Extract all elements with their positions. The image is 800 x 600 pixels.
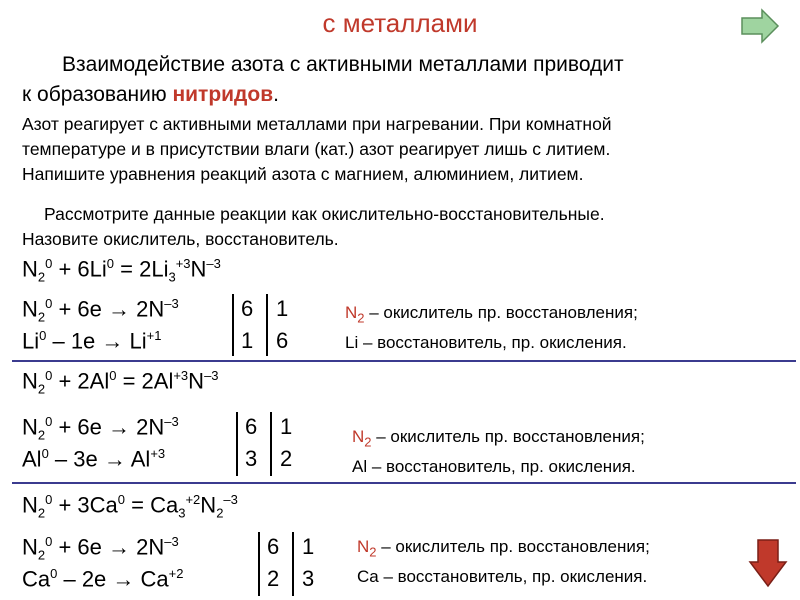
symbol: N: [22, 534, 38, 560]
term: = 2Li: [114, 256, 169, 282]
arrow-right-icon[interactable]: [740, 8, 780, 44]
arrow-down-icon[interactable]: [748, 538, 788, 588]
separator: [12, 482, 796, 484]
superscript: –3: [164, 534, 179, 549]
task: [22, 202, 605, 252]
coef: 6: [276, 328, 289, 353]
term: + 2Al: [52, 368, 110, 394]
reaction-1-half-2: [22, 328, 161, 354]
superscript: –3: [206, 256, 221, 271]
divider-line: [266, 294, 268, 356]
divider-line: [236, 412, 238, 476]
term: + 6e → 2N: [52, 534, 165, 560]
subscript: 2: [37, 547, 46, 563]
note-text: – окислитель пр. восстановления;: [376, 537, 650, 556]
term: + 3Ca: [52, 492, 118, 518]
paragraph: [22, 112, 612, 187]
reaction-1-main: [22, 256, 221, 285]
note-subscript: 2: [369, 544, 377, 560]
subscript: 2: [37, 505, 46, 521]
intro-prefix: к образованию: [22, 83, 173, 106]
superscript: 0: [45, 368, 53, 383]
superscript: 0: [50, 566, 58, 581]
symbol: Li: [22, 328, 40, 354]
superscript: –3: [164, 414, 179, 429]
symbol: Ca: [22, 566, 51, 592]
subscript: 2: [37, 427, 46, 443]
subscript: 3: [168, 269, 176, 285]
subscript: 2: [216, 505, 224, 521]
superscript: +1: [146, 328, 162, 343]
divider-line: [258, 532, 260, 596]
superscript: +3: [150, 446, 166, 461]
reaction-1-half-1: [22, 296, 179, 325]
reaction-2-notes: [352, 424, 645, 479]
superscript: 0: [109, 368, 117, 383]
note-text: – окислитель пр. восстановления;: [364, 303, 638, 322]
divider-line: [292, 532, 294, 596]
superscript: 0: [45, 492, 53, 507]
note-symbol: N: [357, 537, 370, 556]
superscript: 0: [45, 534, 53, 549]
symbol: N: [200, 492, 217, 518]
oxidizer-note: [345, 300, 638, 330]
superscript: +3: [175, 256, 191, 271]
intro: [22, 50, 624, 110]
coef: 1: [241, 328, 254, 353]
superscript: 0: [41, 446, 49, 461]
superscript: 0: [39, 328, 47, 343]
superscript: +2: [185, 492, 201, 507]
reducer-note: Al – восстановитель, пр. окисления.: [352, 457, 636, 477]
paragraph-line: температуре и в присутствии влаги (кат.) азот реагирует лишь с литием.: [22, 139, 611, 159]
superscript: +3: [173, 368, 189, 383]
reaction-3-half-2: [22, 566, 183, 592]
task-line: Назовите окислитель, восстановитель.: [22, 229, 339, 249]
oxidizer-note: [357, 534, 650, 564]
symbol: N: [22, 368, 38, 394]
reducer-note: Li – восстановитель, пр. окисления.: [345, 333, 627, 353]
note-symbol: N: [352, 427, 365, 446]
superscript: 0: [117, 492, 126, 507]
coef: 2: [267, 566, 280, 591]
term: + 6e → 2N: [52, 414, 165, 440]
reaction-3-notes: [357, 534, 650, 589]
symbol: N: [22, 492, 38, 518]
coef: 3: [302, 566, 315, 591]
intro-suffix: .: [273, 83, 279, 106]
reaction-3-main: [22, 492, 238, 521]
task-line: Рассмотрите данные реакции как окислительно-восстановительные.: [44, 204, 605, 224]
subscript: 3: [178, 505, 186, 521]
symbol: Al: [22, 446, 42, 472]
coef: 2: [280, 446, 293, 471]
note-subscript: 2: [364, 434, 372, 450]
superscript: 0: [45, 414, 53, 429]
reaction-2-main: [22, 368, 219, 397]
reducer-note: Ca – восстановитель, пр. окисления.: [357, 567, 648, 587]
term: – 3e → Al: [48, 446, 151, 472]
subscript: 2: [37, 381, 46, 397]
note-symbol: N: [345, 303, 358, 322]
separator: [12, 360, 796, 362]
superscript: 0: [106, 256, 115, 271]
coef: 1: [302, 534, 315, 559]
coef: 6: [267, 534, 280, 559]
superscript: 0: [45, 296, 53, 311]
superscript: –3: [204, 368, 219, 383]
nitrides-highlight: нитридов: [172, 83, 274, 106]
subscript: 2: [37, 269, 46, 285]
term: + 6Li: [52, 256, 107, 282]
superscript: –3: [164, 296, 179, 311]
superscript: +2: [168, 566, 184, 581]
oxidizer-note: [352, 424, 645, 454]
page-title: с металлами: [322, 8, 478, 38]
term: – 1e → Li: [46, 328, 147, 354]
paragraph-line: Азот реагирует с активными металлами при нагревании. При комнатной: [22, 114, 612, 134]
note-text: – окислитель пр. восстановления;: [371, 427, 645, 446]
symbol: N: [22, 256, 38, 282]
reaction-1-notes: [345, 300, 638, 355]
intro-line-1: Взаимодействие азота с активными металлами приводит: [62, 53, 624, 76]
coef: 1: [280, 414, 293, 439]
superscript: –3: [223, 492, 238, 507]
coef: 1: [276, 296, 289, 321]
reaction-2-half-2: [22, 446, 165, 472]
symbol: N: [190, 256, 207, 282]
paragraph-line: Напишите уравнения реакций азота с магнием, алюминием, литием.: [22, 164, 584, 184]
coef: 6: [241, 296, 254, 321]
term: + 6e → 2N: [52, 296, 165, 322]
note-subscript: 2: [357, 310, 365, 326]
symbol: N: [22, 296, 38, 322]
reaction-3-half-1: [22, 534, 179, 563]
term: = Ca: [125, 492, 179, 518]
reaction-2-half-1: [22, 414, 179, 443]
superscript: 0: [45, 256, 53, 271]
divider-line: [232, 294, 234, 356]
subscript: 2: [37, 309, 46, 325]
intro-line-2: [22, 80, 624, 110]
term: – 2e → Ca: [57, 566, 169, 592]
symbol: N: [22, 414, 38, 440]
coef: 3: [245, 446, 258, 471]
symbol: N: [188, 368, 205, 394]
coef: 6: [245, 414, 258, 439]
term: = 2Al: [116, 368, 174, 394]
divider-line: [270, 412, 272, 476]
